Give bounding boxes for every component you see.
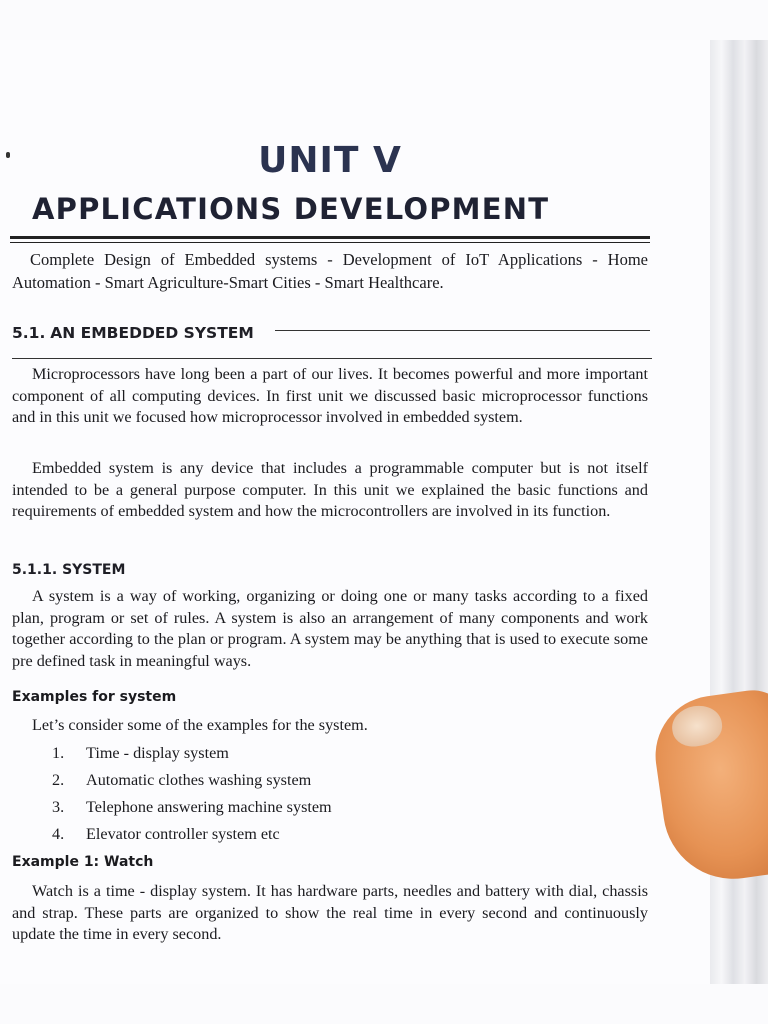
paragraph-text: Microprocessors have long been a part of our lives. It becomes powerful and more important component of all computing devices. In first unit we discussed basic microprocessor functions and in this unit we focused how microprocessor involved in embedded system. bbox=[12, 365, 648, 426]
paragraph-microprocessors bbox=[12, 364, 648, 429]
list-item: 3. Telephone answering machine system bbox=[52, 798, 332, 816]
examples-lead: Let’s consider some of the examples for the system. bbox=[32, 716, 368, 734]
section-title: SYSTEM bbox=[62, 562, 126, 578]
section-rule-top bbox=[275, 330, 650, 331]
section-heading-5-1-1 bbox=[12, 562, 125, 578]
title-rule-thick bbox=[10, 236, 650, 239]
paragraph-text: Watch is a time - display system. It has hardware parts, needles and battery with dial, chassis and strap. These parts are organized to show the real time in every second and continuously update the time in every second. bbox=[12, 882, 648, 943]
list-item: 2. Automatic clothes washing system bbox=[52, 771, 312, 789]
examples-heading: Examples for system bbox=[12, 689, 177, 705]
section-title: AN EMBEDDED SYSTEM bbox=[50, 324, 254, 342]
example-1-heading: Example 1: Watch bbox=[12, 854, 154, 870]
paragraph-text: A system is a way of working, organizing or doing one or many tasks according to a fixed plan, program or set of rules. A system is also an arrangement of many components and work together according to the plan or program. A system may be anything that is used to execute some pre defined task in meaningful ways. bbox=[12, 587, 648, 670]
paragraph-watch bbox=[12, 881, 648, 946]
chapter-title: APPLICATIONS DEVELOPMENT bbox=[32, 192, 550, 226]
unit-contents-summary: Complete Design of Embedded systems - Development of IoT Applications - Home Automation - Smart Agriculture-Smart Cities - Smart Healthcare. bbox=[12, 250, 648, 292]
section-number: 5.1. bbox=[12, 324, 46, 342]
title-rule-thin bbox=[10, 242, 650, 243]
examples-list bbox=[52, 741, 332, 849]
section-heading-5-1 bbox=[12, 324, 254, 342]
section-number: 5.1.1. bbox=[12, 562, 58, 578]
paragraph-text: Embedded system is any device that includes a programmable computer but is not itself intended to be a general purpose computer. In this unit we explained the basic functions and requirements of embedded system and how the microcontrollers are involved in its function. bbox=[12, 459, 648, 520]
list-item: 4. Elevator controller system etc bbox=[52, 825, 280, 843]
unit-title: UNIT V bbox=[258, 140, 402, 181]
section-rule-bottom bbox=[12, 358, 652, 359]
paragraph-system-definition bbox=[12, 586, 648, 672]
list-item: 1. Time - display system bbox=[52, 744, 229, 762]
paragraph-embedded-definition bbox=[12, 458, 648, 523]
